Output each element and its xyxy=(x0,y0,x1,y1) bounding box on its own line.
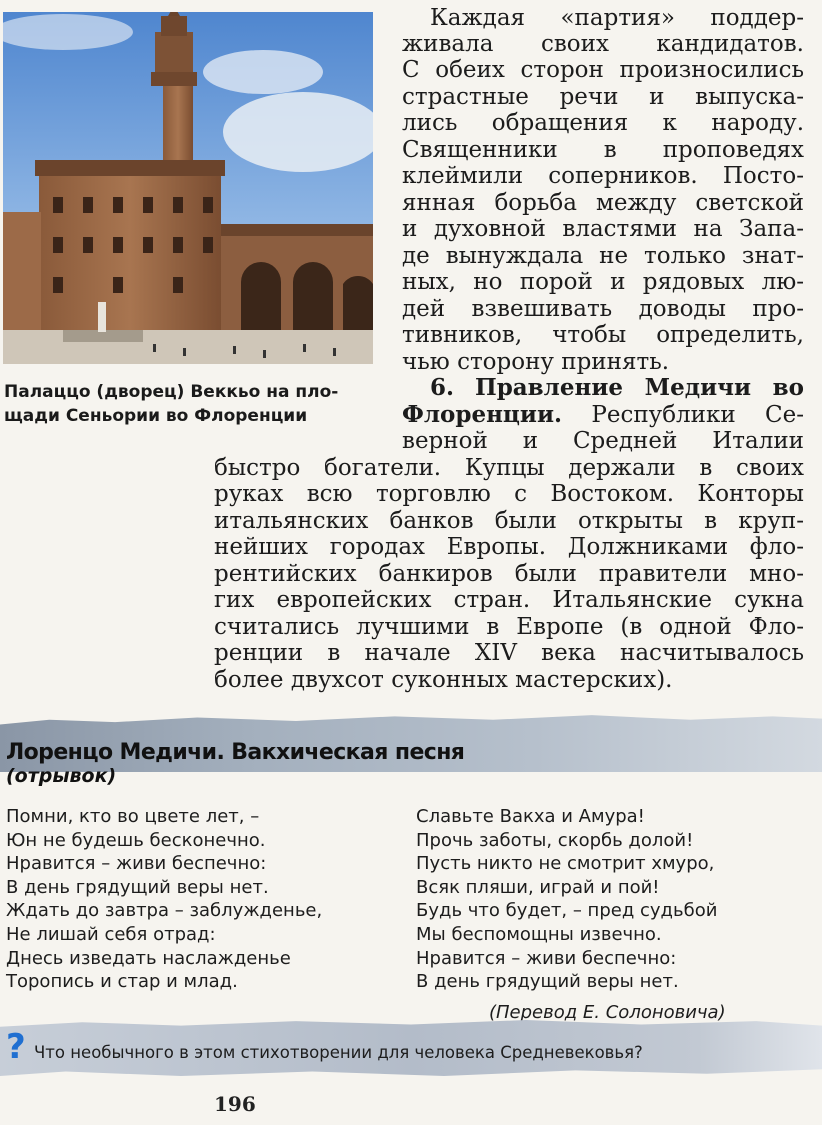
text-line: считались лучшими в Европе (в одной Фло- xyxy=(214,614,804,640)
palazzo-vecchio-photo xyxy=(3,12,373,364)
text-line: живала своих кандидатов. xyxy=(402,31,804,57)
section-title: Правление Медичи во xyxy=(474,374,805,401)
text-line: дей взвешивать доводы про- xyxy=(402,296,804,322)
poem-line: Всяк пляши, играй и пой! xyxy=(416,876,660,898)
text-line: быстро богатели. Купцы держали в своих xyxy=(214,455,804,481)
text-line: Священники в проповедях xyxy=(402,137,804,163)
poem-title: Лоренцо Медичи. Вакхическая песня xyxy=(6,740,465,765)
question-mark-icon: ? xyxy=(6,1027,26,1067)
text-line: верной и Средней Италии xyxy=(402,428,804,454)
caption-line: Палаццо (дворец) Веккьо на пло- xyxy=(4,382,339,402)
text-line: нейших городах Европы. Должниками фло- xyxy=(214,534,804,560)
text-line: итальянских банков были открыты в круп- xyxy=(214,508,804,534)
text-line: и духовной властями на Запа- xyxy=(402,216,804,242)
section-number: 6. xyxy=(430,374,455,401)
poem-left-column xyxy=(6,805,322,994)
poem-line: Помни, кто во цвете лет, – xyxy=(6,806,260,827)
section-title: Флоренции. xyxy=(402,401,563,428)
text-line: руках всю торговлю с Востоком. Конторы xyxy=(214,481,804,507)
poem-translator: (Перевод Е. Солоновича) xyxy=(489,1002,726,1023)
page-number: 196 xyxy=(214,1092,256,1116)
poem-line: Нравится – живи беспечно: xyxy=(6,853,267,875)
poem-right-column xyxy=(416,805,717,994)
text-line: страстные речи и выпуска- xyxy=(402,84,804,110)
poem-line: Нравится – живи беспечно: xyxy=(416,947,677,969)
text-line: гих европейских стран. Итальянские сукна xyxy=(214,587,804,613)
poem-line: Торопись и стар и млад. xyxy=(6,971,238,993)
text-line: ных, но порой и рядовых лю- xyxy=(402,269,804,295)
text-line: С обеих сторон произносились xyxy=(402,57,804,83)
poem-line: В день грядущий веры нет. xyxy=(6,876,269,898)
text-line: ренции в начале XIV века насчитывалось xyxy=(214,640,804,666)
section-heading-line xyxy=(402,402,804,428)
poem-line: Юн не будешь бесконечно. xyxy=(6,829,266,851)
text-line: клеймили соперников. Посто- xyxy=(402,163,804,189)
text-fragment: Республики Се- xyxy=(591,402,804,428)
poem-line: В день грядущий веры нет. xyxy=(416,971,679,993)
poem-line: Прочь заботы, скорбь долой! xyxy=(416,829,694,851)
text-line: янная борьба между светской xyxy=(402,190,804,216)
poem-line: Пусть никто не смотрит хмуро, xyxy=(416,853,715,875)
caption-line: щади Сеньории во Флоренции xyxy=(4,406,308,426)
section-heading-line xyxy=(402,375,804,401)
photo-caption xyxy=(4,380,384,428)
text-line: лись обращения к народу. xyxy=(402,110,804,136)
poem-line: Ждать до завтра – заблужденье, xyxy=(6,900,323,922)
text-line: тивников, чтобы определить, xyxy=(402,322,804,348)
poem-line: Славьте Вакха и Амура! xyxy=(416,806,645,827)
poem-line: Мы беспомощны извечно. xyxy=(416,923,662,945)
text-line: рентийских банкиров были правители мно- xyxy=(214,561,804,587)
text-line: более двухсот суконных мастерских). xyxy=(214,667,673,693)
text-line: чью сторону принять. xyxy=(402,349,670,375)
poem-line: Будь что будет, – пред судьбой xyxy=(416,900,718,922)
text-line: де вынуждала не только знат- xyxy=(402,243,804,269)
question-text: Что необычного в этом стихотворении для человека Средневековья? xyxy=(34,1043,643,1062)
text-line: Каждая «партия» поддер- xyxy=(430,5,804,31)
poem-line: Не лишай себя отрад: xyxy=(6,923,216,945)
poem-subtitle: (отрывок) xyxy=(6,765,117,787)
poem-line: Днесь изведать наслажденье xyxy=(6,947,291,969)
